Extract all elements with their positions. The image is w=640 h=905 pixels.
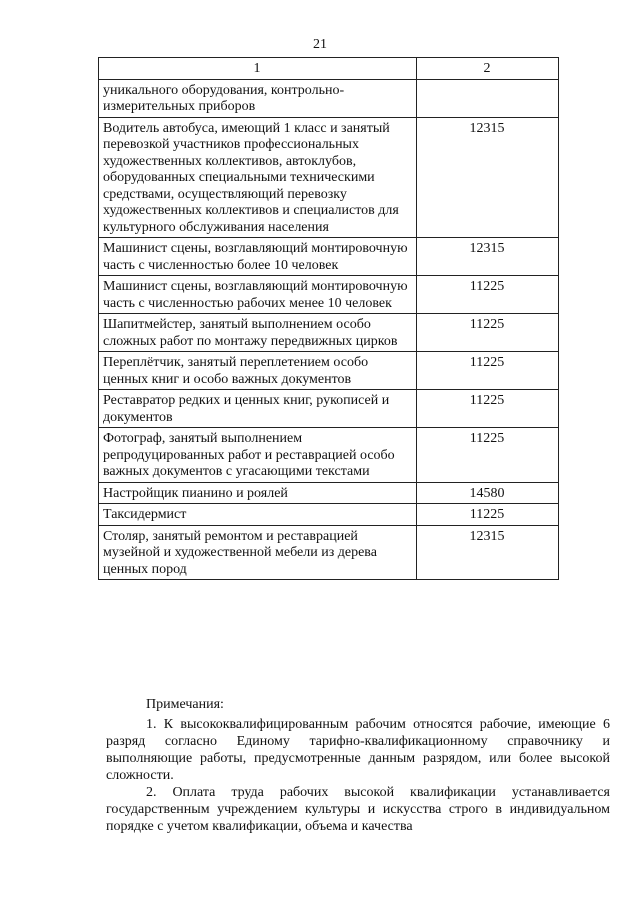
profession-name-cell: Таксидермист <box>99 504 417 526</box>
profession-name-cell: Переплётчик, занятый переплетением особо ценных книг и особо важных документов <box>99 352 417 390</box>
table-row <box>99 117 559 238</box>
page-number: 21 <box>313 37 327 52</box>
table-row <box>99 238 559 276</box>
table-row <box>99 352 559 390</box>
table-row <box>99 314 559 352</box>
code-cell: 12315 <box>417 238 559 276</box>
notes-title: Примечания: <box>146 697 224 712</box>
code-cell: 12315 <box>417 525 559 580</box>
table-row <box>99 276 559 314</box>
code-cell: 11225 <box>417 352 559 390</box>
code-cell <box>417 79 559 117</box>
profession-name-cell: Фотограф, занятый выполнением репродуцированных работ и реставрацией особо важных документов с угасающими текстами <box>99 428 417 483</box>
table-row <box>99 482 559 504</box>
column-header: 2 <box>417 58 559 80</box>
profession-name-cell: уникального оборудования, контрольно-измерительных приборов <box>99 79 417 117</box>
note-item: 2. Оплата труда рабочих высокой квалификации устанавливается государственным учреждением культуры и искусства строго в индивидуальном порядке с учетом квалификации, объема и качества <box>106 785 610 834</box>
profession-name-cell: Столяр, занятый ремонтом и реставрацией музейной и художественной мебели из дерева ценных пород <box>99 525 417 580</box>
code-cell: 11225 <box>417 314 559 352</box>
code-cell: 11225 <box>417 390 559 428</box>
profession-name-cell: Водитель автобуса, имеющий 1 класс и занятый перевозкой участников профессиональных художественных коллективов, автоклубов, оборудованных специальными техническими средствами, осуществляющий перевозку художественных коллективов и специалистов для культурного обслуживания населения <box>99 117 417 238</box>
code-cell: 11225 <box>417 276 559 314</box>
table-row <box>99 79 559 117</box>
profession-name-cell: Настройщик пианино и роялей <box>99 482 417 504</box>
profession-table <box>98 57 559 580</box>
code-cell: 12315 <box>417 117 559 238</box>
table-row <box>99 504 559 526</box>
note-item: 1. К высококвалифицированным рабочим относятся рабочие, имеющие 6 разряд согласно Единому тарифно-квалификационному справочнику и выполняющие работы, предусмотренные данным разрядом, или более высокой сложности. <box>106 717 610 783</box>
code-cell: 11225 <box>417 428 559 483</box>
profession-name-cell: Реставратор редких и ценных книг, рукописей и документов <box>99 390 417 428</box>
profession-name-cell: Машинист сцены, возглавляющий монтировочную часть с численностью более 10 человек <box>99 238 417 276</box>
profession-name-cell: Шапитмейстер, занятый выполнением особо сложных работ по монтажу передвижных цирков <box>99 314 417 352</box>
table-row <box>99 525 559 580</box>
profession-name-cell: Машинист сцены, возглавляющий монтировочную часть с численностью рабочих менее 10 человек <box>99 276 417 314</box>
table-row <box>99 428 559 483</box>
code-cell: 11225 <box>417 504 559 526</box>
code-cell: 14580 <box>417 482 559 504</box>
column-header: 1 <box>99 58 417 80</box>
table-header-row <box>99 58 559 80</box>
table-row <box>99 390 559 428</box>
notes-section <box>106 696 610 835</box>
